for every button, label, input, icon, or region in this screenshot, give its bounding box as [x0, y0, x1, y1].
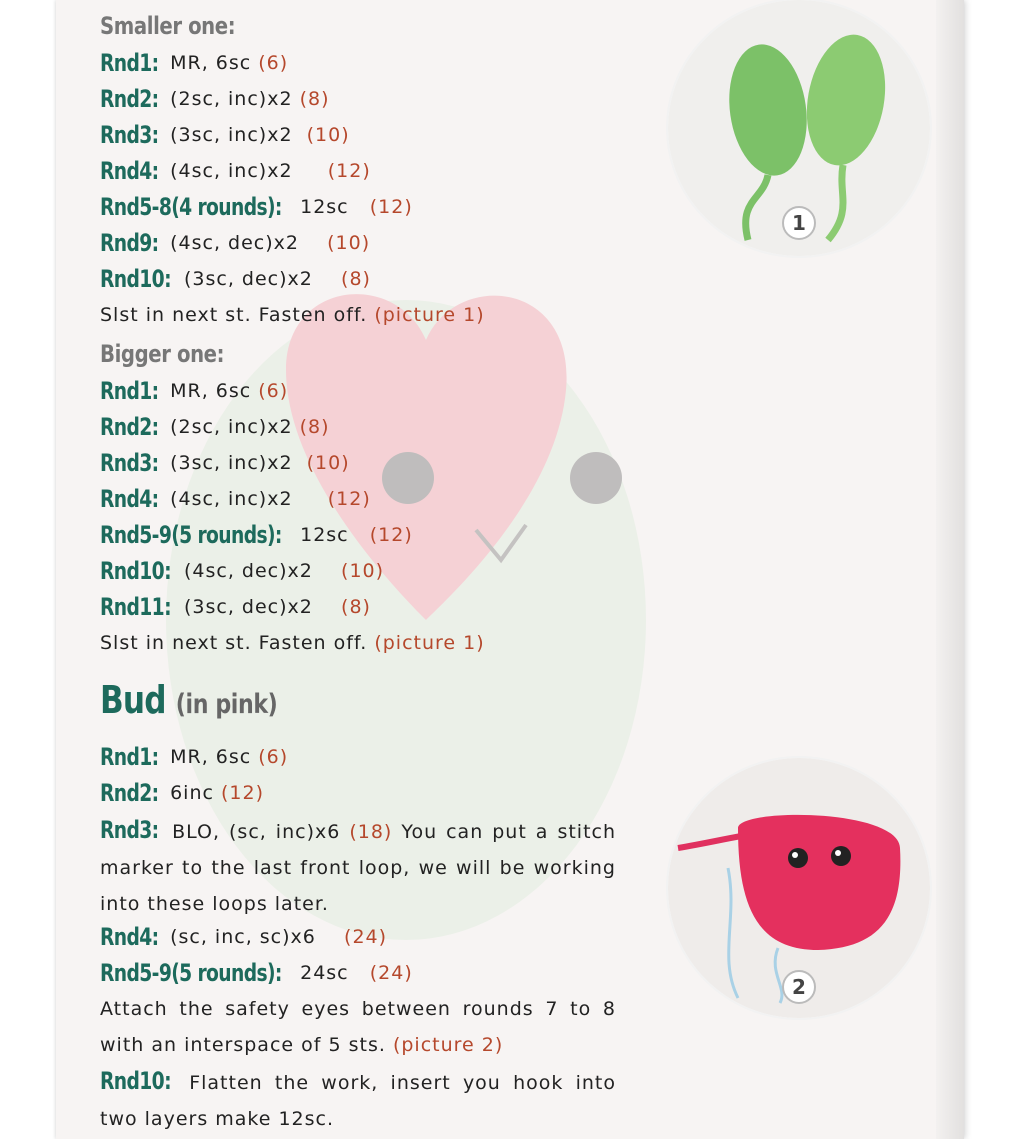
bud-rnd3: Rnd3: BLO, (sc, inc)x6 (18) You can put a stitch marker to the last front loop, we will be working into these loops later.: [100, 816, 617, 915]
bud-rnd1: Rnd1: MR, 6sc (6): [100, 743, 289, 771]
picture-1-number: 1: [782, 206, 816, 240]
smaller-rnd10: Rnd10: (3sc, dec)x2 (8): [100, 265, 371, 293]
bud-eyes-note: Attach the safety eyes between rounds 7 to 8 with an interspace of 5 sts. (picture 2): [100, 998, 616, 1056]
bigger-rnd3: Rnd3: (3sc, inc)x2 (10): [100, 449, 350, 477]
bigger-rnd2: Rnd2: (2sc, inc)x2 (8): [100, 413, 330, 441]
bud-rnd4: Rnd4: (sc, inc, sc)x6 (24): [100, 923, 388, 951]
smaller-rnd4: Rnd4: (4sc, inc)x2 (12): [100, 157, 371, 185]
bigger-heading: Bigger one:: [100, 340, 225, 368]
bud-rnd5-9: Rnd5-9(5 rounds): 24sc (24): [100, 959, 413, 987]
bigger-rnd11: Rnd11: (3sc, dec)x2 (8): [100, 593, 371, 621]
bud-rnd2: Rnd2: 6inc (12): [100, 779, 265, 807]
smaller-heading: Smaller one:: [100, 12, 236, 40]
bigger-finish: Slst in next st. Fasten off. (picture 1): [100, 632, 485, 654]
picture-2-number: 2: [782, 970, 816, 1004]
page-spine: [936, 0, 964, 1139]
photo-bud: [668, 758, 930, 1018]
smaller-finish: Slst in next st. Fasten off. (picture 1): [100, 304, 485, 326]
smaller-rnd3: Rnd3: (3sc, inc)x2 (10): [100, 121, 350, 149]
pattern-page: [56, 0, 964, 1139]
bud-subtitle: (in pink): [175, 689, 278, 720]
bigger-rnd1: Rnd1: MR, 6sc (6): [100, 377, 289, 405]
smaller-rnd5-8: Rnd5-8(4 rounds): 12sc (12): [100, 193, 413, 221]
bud-heading: [100, 678, 277, 722]
bigger-rnd5-9: Rnd5-9(5 rounds): 12sc (12): [100, 521, 413, 549]
smaller-rnd1: Rnd1: MR, 6sc (6): [100, 49, 289, 77]
bud-title: Bud: [100, 678, 166, 722]
smaller-rnd2: Rnd2: (2sc, inc)x2 (8): [100, 85, 330, 113]
photo-leaves: [668, 0, 930, 256]
bigger-rnd10: Rnd10: (4sc, dec)x2 (10): [100, 557, 385, 585]
bigger-rnd4: Rnd4: (4sc, inc)x2 (12): [100, 485, 371, 513]
bud-rnd10: Rnd10: Flatten the work, insert you hook into two layers make 12sc.: [100, 1067, 616, 1130]
smaller-rnd9: Rnd9: (4sc, dec)x2 (10): [100, 229, 371, 257]
